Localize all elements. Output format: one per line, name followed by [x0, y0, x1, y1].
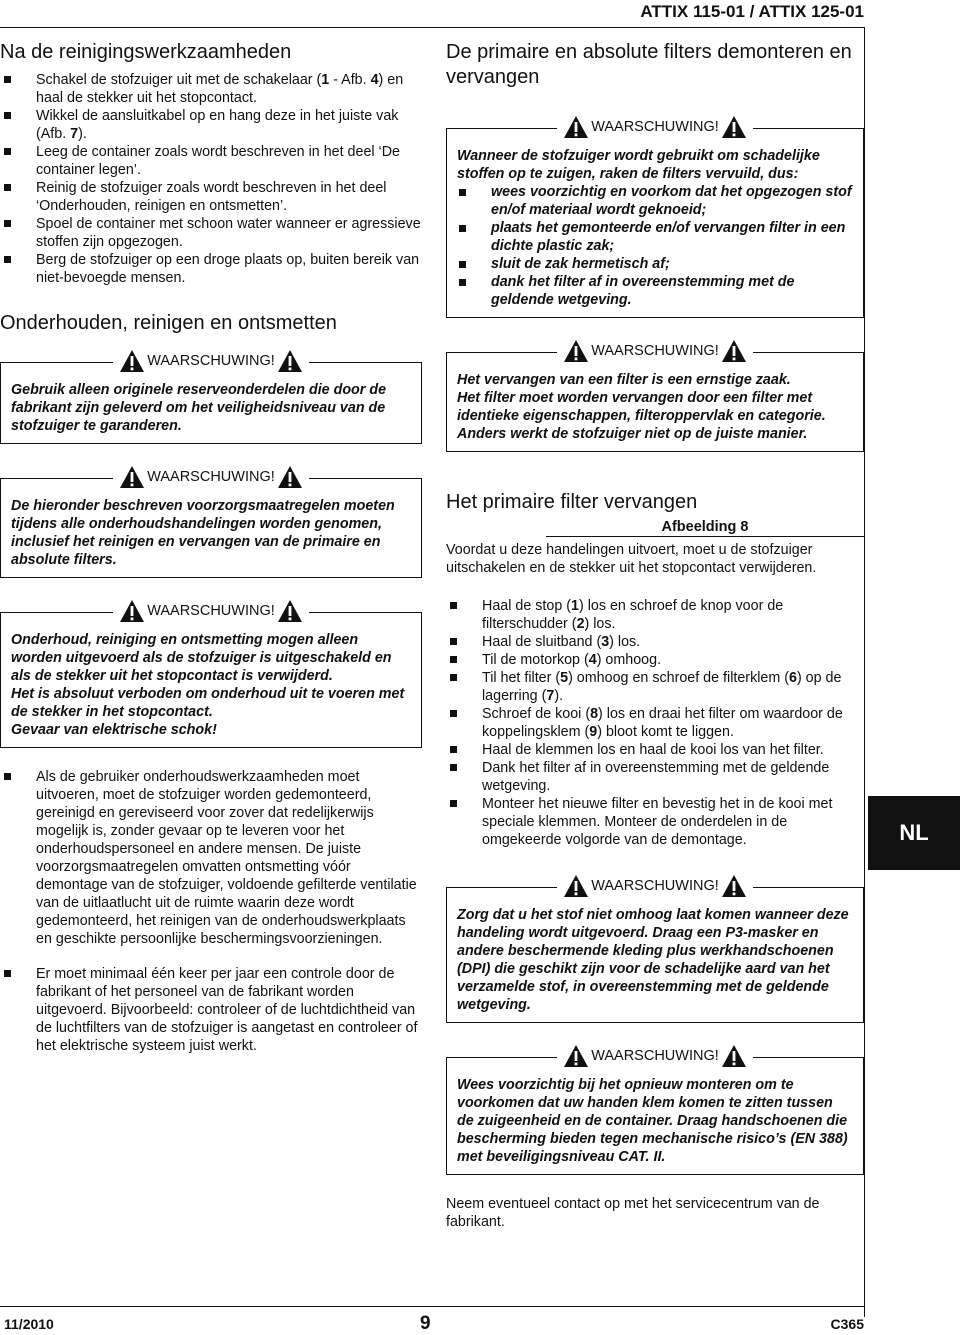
list-item-text: Als de gebruiker onderhoudswerkzaamheden moet uitvoeren, moet de stofzuiger worden gedemonteerd, gereinigd en gereviseerd voor zover dat redelijkerwijs mogelijk is, zonder gevaar op te leveren voor het onderhoudspersoneel en andere mensen. De juiste voorzorgsmaatregelen omvatten ontsmetting vóór demontage van de stofzuiger, voldoende gefilterde ventilatie van de uitlaatlucht uit de ruimte waarin deze wordt gedemonteerd, het reinigen van de onderhoudswerkplaats en geschikte persoonlijke beschermingsvoorzieningen.	[36, 769, 417, 947]
reference-number: 1	[571, 598, 579, 614]
section-title-after-cleaning: Na de reinigingswerkzaamheden	[0, 41, 292, 63]
bullet-icon	[450, 710, 457, 717]
warning-label: WAARSCHUWING!	[591, 343, 719, 359]
list-item	[0, 107, 422, 143]
bullet-icon	[450, 638, 457, 645]
warning-text-line: Anders werkt de stofzuiger niet op de juiste manier.	[457, 426, 808, 442]
list-item	[0, 215, 422, 251]
list-item	[446, 741, 864, 759]
section-title-filters: De primaire en absolute filters demonteren en vervangen	[446, 41, 852, 88]
list-item-text: wees voorzichtig en voorkom dat het opgezogen stof en/of materiaal wordt geknoeid;	[491, 184, 852, 218]
list-item-text: ) los.	[609, 634, 641, 650]
reference-number: 6	[788, 670, 797, 686]
warning-text-line: Gevaar van elektrische schok!	[11, 722, 217, 738]
list-item-text: Reinig de stofzuiger zoals wordt beschreven in het deel ‘Onderhouden, reinigen en ontsmetten’.	[36, 180, 387, 214]
warning-text: De hieronder beschreven voorzorgsmaatregelen moeten tijdens alle onderhoudshandelingen worden genomen, inclusief het reinigen en vervangen van de primaire en absolute filters.	[11, 498, 395, 568]
list-item-text: ).	[554, 688, 564, 704]
bullet-icon	[450, 674, 457, 681]
list-item-text: ) los en draai het filter om waardoor de koppelingsklem (	[482, 706, 843, 740]
filter-steps-list	[446, 597, 864, 849]
bullet-icon	[4, 773, 11, 780]
bullet-icon	[4, 112, 11, 119]
maintenance-list	[0, 768, 422, 1055]
warning-icon	[563, 1044, 589, 1068]
list-item-text: sluit de zak hermetisch af;	[491, 256, 670, 272]
warning-icon	[119, 349, 145, 373]
list-item	[0, 768, 422, 948]
left-column	[0, 40, 422, 1072]
warning-icon	[721, 1044, 747, 1068]
list-item-text: ) bloot komt te liggen.	[597, 724, 734, 740]
bullet-icon	[4, 970, 11, 977]
bullet-icon	[4, 148, 11, 155]
list-item	[0, 965, 422, 1055]
list-item-text: dank het filter af in overeenstemming met de geldende wetgeving.	[491, 274, 795, 308]
list-item-text: Haal de stop (	[482, 598, 572, 614]
warning-icon	[721, 339, 747, 363]
warning-icon	[277, 349, 303, 373]
list-item	[446, 669, 864, 705]
list-item-text: ) los.	[584, 616, 616, 632]
bullet-icon	[4, 220, 11, 227]
warning-label: WAARSCHUWING!	[147, 353, 275, 369]
list-item	[457, 219, 853, 255]
list-item-text: ) omhoog.	[596, 652, 662, 668]
bullet-icon	[459, 261, 466, 268]
header-rule	[0, 27, 864, 28]
warning-text: Wanneer de stofzuiger wordt gebruikt om schadelijke stoffen op te zuigen, raken de filters vervuild, dus:	[457, 148, 820, 182]
list-item-text: plaats het gemonteerde en/of vervangen filter in een dichte plastic zak;	[491, 220, 846, 254]
document-code: C365	[830, 1316, 864, 1332]
warning-icon	[563, 115, 589, 139]
figure-label: Afbeelding 8	[546, 519, 864, 537]
margin-rule	[864, 27, 865, 1317]
list-item	[446, 651, 864, 669]
bullet-icon	[450, 602, 457, 609]
bullet-icon	[459, 279, 466, 286]
bullet-icon	[450, 800, 457, 807]
list-item	[0, 251, 422, 287]
warning-header	[447, 1043, 863, 1069]
reference-number: 7	[546, 688, 555, 704]
reference-number: 1	[321, 72, 330, 88]
right-column	[446, 40, 864, 1231]
list-item-text: Berg de stofzuiger op een droge plaats op, buiten bereik van niet-bevoegde mensen.	[36, 252, 420, 286]
footer-rule	[0, 1306, 864, 1307]
after-cleaning-list	[0, 71, 422, 287]
warning-box-filter-replacement	[446, 343, 864, 452]
warning-header	[1, 598, 421, 624]
warning-header	[1, 464, 421, 490]
warning-icon	[119, 599, 145, 623]
list-item-text: ) omhoog en schroef de filterklem (	[568, 670, 789, 686]
warning-icon	[119, 465, 145, 489]
warning-label: WAARSCHUWING!	[147, 603, 275, 619]
reference-number: 8	[590, 706, 599, 722]
warning-box-precautions	[0, 469, 422, 578]
warning-icon	[277, 465, 303, 489]
list-item-text: ) en haal de stekker uit het stopcontact.	[36, 72, 404, 106]
warning-icon	[563, 874, 589, 898]
reference-number: 9	[589, 724, 598, 740]
list-item-text: Monteer het nieuwe filter en bevestig het in de kooi met speciale klemmen. Monteer de onderdelen in de omgekeerde volgorde van de demontage.	[482, 796, 833, 848]
header-title: ATTIX 115-01 / ATTIX 125-01	[640, 2, 864, 21]
footer-date: 11/2010	[4, 1316, 54, 1332]
intro-text: Voordat u deze handelingen uitvoert, moet u de stofzuiger uitschakelen en de stekker uit het stopcontact verwijderen.	[446, 542, 817, 576]
list-item	[446, 597, 864, 633]
warning-text-line: Het vervangen van een filter is een ernstige zaak.	[457, 372, 791, 388]
section-title-primary-filter: Het primaire filter vervangen	[446, 491, 698, 513]
list-item	[0, 179, 422, 215]
bullet-icon	[4, 184, 11, 191]
list-item-text: Til de motorkop (	[482, 652, 589, 668]
warning-header	[1, 348, 421, 374]
list-item-text: Dank het filter af in overeenstemming met de geldende wetgeving.	[482, 760, 830, 794]
warning-box-harmful-dust	[446, 119, 864, 318]
closing-text: Neem eventueel contact op met het servicecentrum van de fabrikant.	[446, 1196, 820, 1230]
list-item	[446, 633, 864, 651]
list-item-text: Haal de sluitband (	[482, 634, 602, 650]
reference-number: 4	[370, 72, 379, 88]
warning-header	[447, 114, 863, 140]
warning-header	[447, 338, 863, 364]
list-item	[446, 795, 864, 849]
language-badge: NL	[868, 796, 960, 870]
bullet-icon	[459, 225, 466, 232]
bullet-icon	[4, 76, 11, 83]
list-item	[457, 183, 853, 219]
warning-text: Gebruik alleen originele reserveonderdelen die door de fabrikant zijn geleverd om het veiligheidsniveau van de stofzuiger te garanderen.	[11, 382, 387, 434]
warning-text-line: Het is absoluut verboden om onderhoud uit te voeren met de stekker in het stopcontact.	[11, 686, 405, 720]
warning-icon	[277, 599, 303, 623]
warning-header	[447, 873, 863, 899]
list-item-text: Spoel de container met schoon water wanneer er agressieve stoffen zijn opgezogen.	[36, 216, 421, 250]
reference-number: 7	[70, 126, 79, 142]
reference-number: 2	[576, 616, 585, 632]
list-item-text: Haal de klemmen los en haal de kooi los van het filter.	[482, 742, 824, 758]
warning-list	[457, 183, 853, 309]
bullet-icon	[450, 656, 457, 663]
reference-number: 5	[560, 670, 569, 686]
warning-box-hand-crush	[446, 1048, 864, 1175]
page-number: 9	[420, 1313, 431, 1334]
list-item-text: Wikkel de aansluitkabel op en hang deze in het juiste vak (Afb.	[36, 108, 399, 142]
list-item-text: ) los en schroef de knop voor de filterschudder (	[482, 598, 784, 632]
section-title-maintenance: Onderhouden, reinigen en ontsmetten	[0, 312, 337, 334]
warning-text-line: Onderhoud, reiniging en ontsmetting mogen alleen worden uitgevoerd als de stofzuiger is uitgeschakeld en als de stekker uit het stopcontact is verwijderd.	[11, 632, 392, 684]
list-item	[446, 705, 864, 741]
list-item-text: - Afb.	[329, 72, 371, 88]
list-item-text: Er moet minimaal één keer per jaar een controle door de fabrikant of het personeel van de fabrikant worden uitgevoerd. Bijvoorbeeld: controleer of de luchtdichtheid van de luchtfilters van de stofzuiger is aangetast en controleer of het elektrische systeem juist werkt.	[36, 966, 418, 1054]
list-item-text: Schroef de kooi (	[482, 706, 591, 722]
bullet-icon	[459, 189, 466, 196]
list-item-text: Leeg de container zoals wordt beschreven in het deel ‘De container legen’.	[36, 144, 401, 178]
warning-box-dust-ppe	[446, 878, 864, 1023]
list-item-text: ) op de lagerring (	[482, 670, 842, 704]
list-item	[457, 273, 853, 309]
reference-number: 3	[601, 634, 610, 650]
warning-text-line: Het filter moet worden vervangen door een filter met identieke eigenschappen, filteroppervlak en categorie.	[457, 390, 826, 424]
bullet-icon	[4, 256, 11, 263]
list-item	[457, 255, 853, 273]
list-item	[0, 143, 422, 179]
list-item	[0, 71, 422, 107]
list-item-text: Schakel de stofzuiger uit met de schakelaar (	[36, 72, 322, 88]
list-item-text: ).	[78, 126, 87, 142]
list-item-text: Til het filter (	[482, 670, 561, 686]
warning-label: WAARSCHUWING!	[591, 119, 719, 135]
warning-text: Wees voorzichtig bij het opnieuw monteren om te voorkomen dat uw handen klem komen te zitten tussen de zuigeenheid en de container. Draag handschoenen die bescherming bieden tegen mechanische risico’s (EN 388) met beveiligingsniveau CAT. II.	[457, 1077, 848, 1165]
warning-label: WAARSCHUWING!	[147, 469, 275, 485]
warning-box-spare-parts	[0, 353, 422, 444]
warning-icon	[721, 115, 747, 139]
warning-icon	[563, 339, 589, 363]
bullet-icon	[450, 764, 457, 771]
warning-icon	[721, 874, 747, 898]
reference-number: 4	[588, 652, 597, 668]
bullet-icon	[450, 746, 457, 753]
list-item	[446, 759, 864, 795]
warning-label: WAARSCHUWING!	[591, 878, 719, 894]
warning-box-switch-off	[0, 603, 422, 748]
warning-text: Zorg dat u het stof niet omhoog laat komen wanneer deze handeling wordt uitgevoerd. Draag een P3-masker en andere beschermende kleding plus werkhandschoenen (DPI) die geschikt zijn voor de schadelijke aard van het verzamelde stof, in overeenstemming met de geldende wetgeving.	[457, 907, 849, 1013]
warning-label: WAARSCHUWING!	[591, 1048, 719, 1064]
